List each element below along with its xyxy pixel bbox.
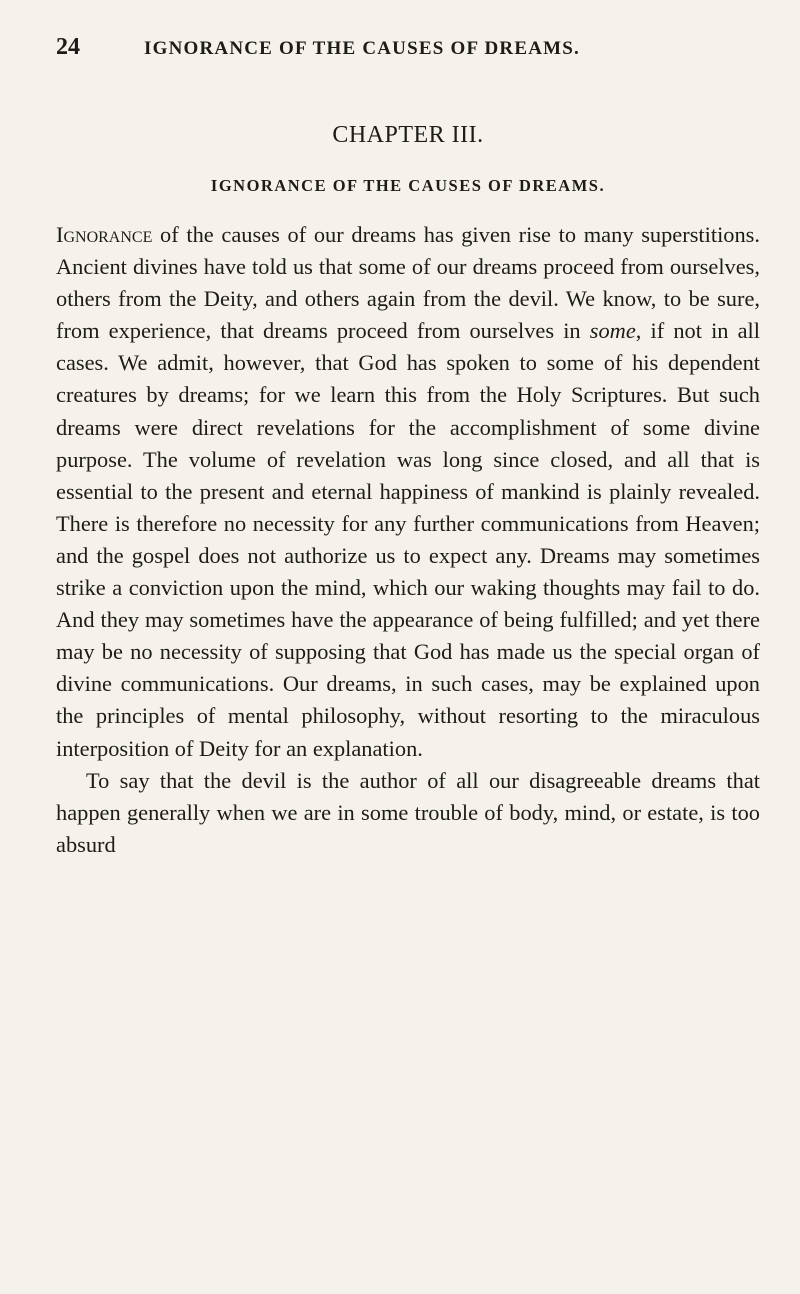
paragraph-1-text-before: of the causes of our dreams has given rise to many superstitions. Ancient divines have told us that some of our dreams proceed from ourselves, others from the Deity, and others again from the devil. We know, to be sure, from experience, that dreams proceed from ourselves in bbox=[56, 222, 760, 344]
running-head-title: IGNORANCE OF THE CAUSES OF DREAMS. bbox=[144, 38, 580, 59]
running-head bbox=[56, 34, 760, 76]
lead-word: Ignorance bbox=[56, 222, 153, 247]
paragraph-1 bbox=[56, 219, 760, 765]
book-page bbox=[56, 34, 760, 861]
emphasized-word: some bbox=[589, 318, 636, 344]
chapter-subtitle: IGNORANCE OF THE CAUSES OF DREAMS. bbox=[210, 176, 606, 195]
paragraph-1-text-after: , if not in all cases. We admit, however, that God has spoken to some of his dependent creatures by dreams; for we learn this from the Holy Scriptures. But such dreams were direct revelations for the accomplishment of some divine purpose. The volume of revelation was long since closed, and all that is essential to the present and eternal happiness of mankind is plainly revealed. There is therefore no necessity for any further communications from Heaven; and the gospel does not authorize us to expect any. Dreams may sometimes strike a conviction upon the mind, which our waking thoughts may fail to do. And they may sometimes have the appearance of being fulfilled; and yet there may be no necessity of supposing that God has made us the special organ of divine communications. Our dreams, in such cases, may be explained upon the principles of mental philosophy, without resorting to the miraculous interposition of Deity for an explanation. bbox=[56, 318, 760, 761]
paragraph-2: To say that the devil is the author of all our disagreeable dreams that happen generally when we are in some trouble of body, mind, or estate, is too absurd bbox=[56, 767, 760, 857]
chapter-title: CHAPTER III. bbox=[332, 122, 484, 148]
page-number: 24 bbox=[56, 34, 80, 60]
chapter-body bbox=[56, 219, 760, 861]
